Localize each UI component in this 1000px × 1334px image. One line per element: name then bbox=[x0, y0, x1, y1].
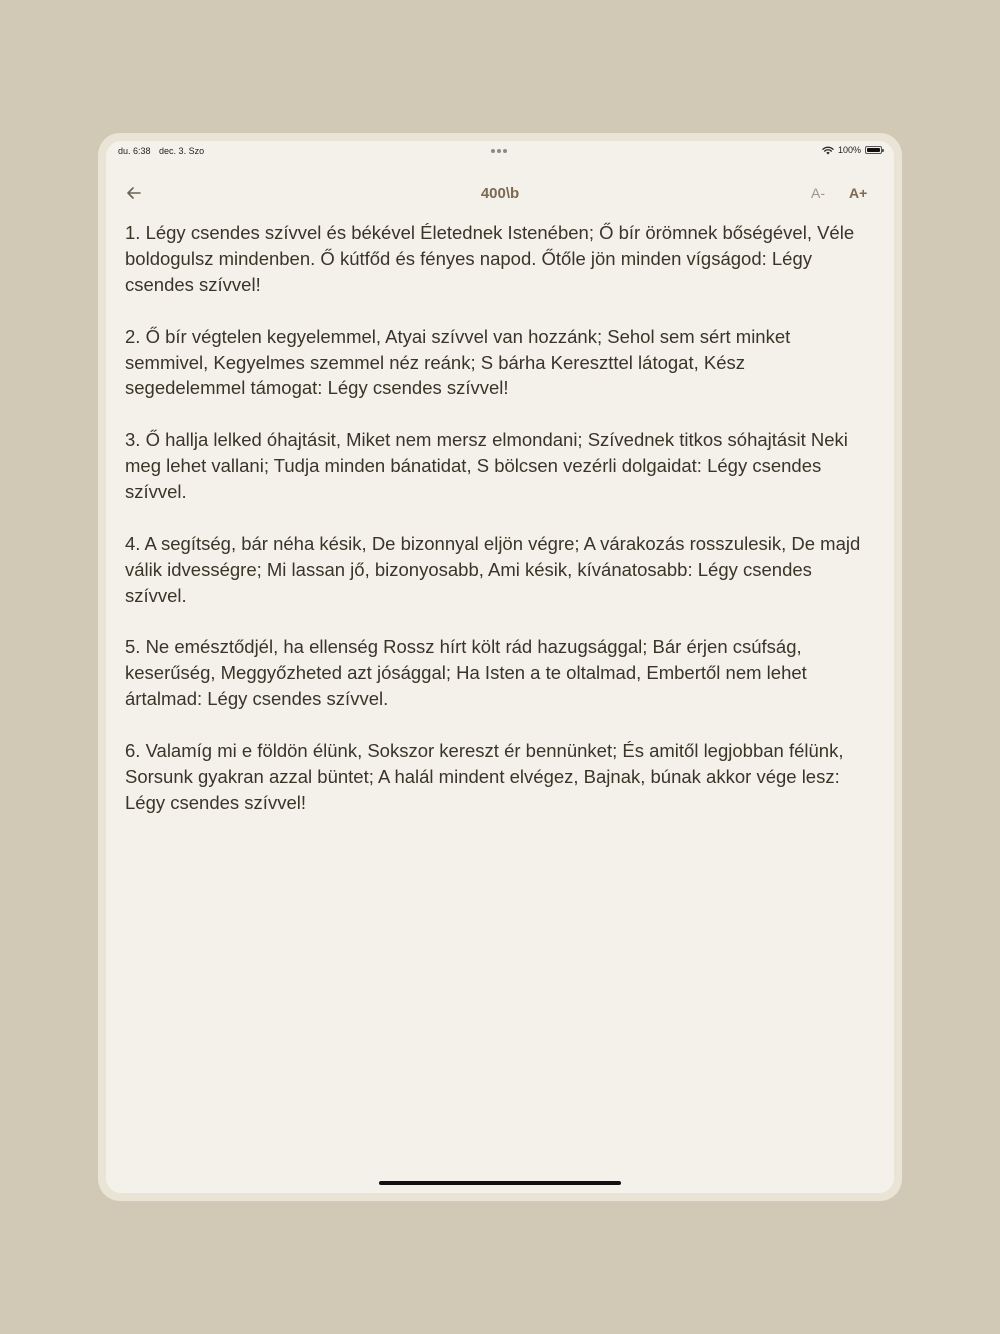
screen bbox=[106, 141, 894, 1193]
verse-5: 5. Ne emésztődjél, ha ellenség Rossz hírt költ rád hazugsággal; Bár érjen csúfság, keserűség, Meggyőzheted azt jósággal; Ha Isten a te oltalmad, Embertől nem lehet ártalmad: Légy csendes szívvel. bbox=[125, 636, 807, 710]
nav-bar bbox=[106, 177, 894, 209]
status-left bbox=[118, 146, 204, 156]
home-indicator[interactable] bbox=[379, 1181, 621, 1185]
multitasking-ellipsis-icon[interactable] bbox=[491, 149, 507, 153]
status-time: du. 6:38 bbox=[118, 146, 151, 156]
verse-4: 4. A segítség, bár néha késik, De bizonnyal eljön végre; A várakozás rosszulesik, De majd válik idvességre; Mi lassan jő, bizonyosabb, Ami késik, kívánatosabb: Légy csendes szívvel. bbox=[125, 532, 861, 606]
verse-6: 6. Valamíg mi e földön élünk, Sokszor kereszt ér bennünket; És amitől legjobban félünk, Sorsunk gyakran azzal büntet; A halál mindent elvégez, Bajnak, búnak akkor vége lesz: Légy csendes szívvel! bbox=[125, 740, 844, 813]
verse-3: 3. Ő hallja lelked óhajtásit, Miket nem mersz elmondani; Szívednek titkos sóhajtásit Neki meg lehet vallani; Tudja minden bánatidat, S bölcsen vezérli dolgaidat: Légy csendes szívvel. bbox=[125, 429, 848, 503]
status-date: dec. 3. Szo bbox=[159, 146, 205, 156]
battery-fill bbox=[867, 148, 880, 152]
font-increase-button[interactable]: A+ bbox=[849, 185, 868, 201]
battery-icon bbox=[865, 146, 882, 154]
battery-percent: 100% bbox=[837, 145, 861, 155]
verse-2: 2. Ő bír végtelen kegyelemmel, Atyai szívvel van hozzánk; Sehol sem sért minket semmivel, Kegyelmes szemmel néz reánk; S bárha Kereszttel látogat, Kész segedelemmel támogat: Légy csendes szívvel! bbox=[125, 325, 791, 399]
status-right bbox=[822, 145, 882, 155]
device-frame bbox=[98, 133, 902, 1201]
font-decrease-button[interactable]: A- bbox=[811, 185, 825, 201]
page-title: 400\b bbox=[480, 185, 520, 202]
status-bar bbox=[106, 141, 894, 163]
wifi-icon bbox=[822, 146, 834, 155]
verse-1: 1. Légy csendes szívvel és békével Életednek Istenében; Ő bír örömnek bőségével, Véle boldogulsz mindenben. Ő kútfőd és fényes napod. Őtőle jön minden vígságod: Légy csendes szívvel! bbox=[125, 222, 855, 295]
hymn-text bbox=[125, 220, 865, 842]
